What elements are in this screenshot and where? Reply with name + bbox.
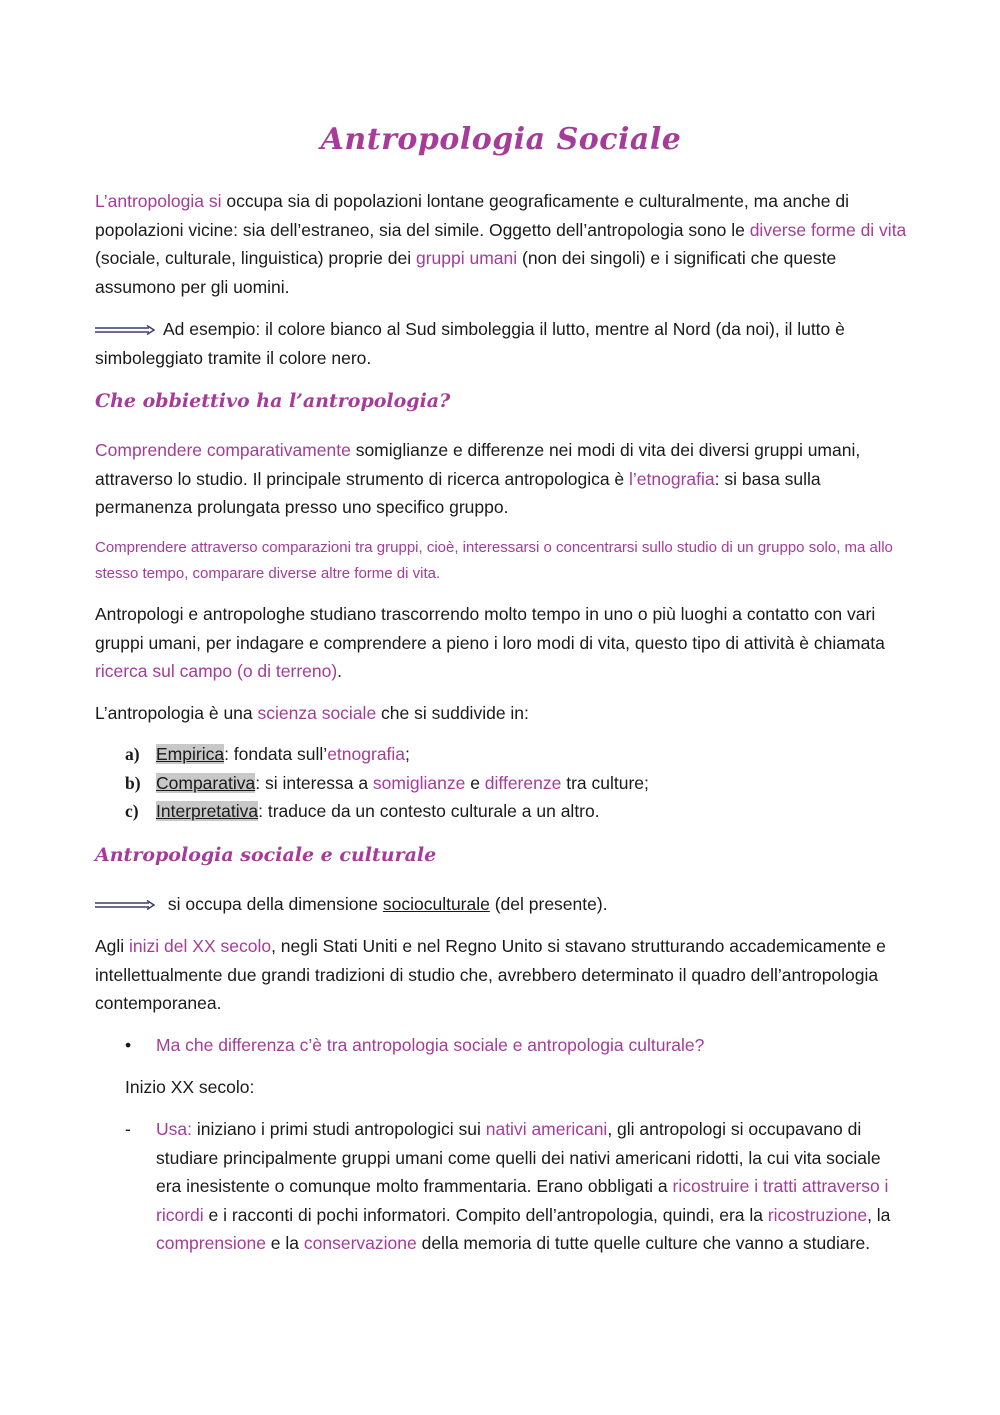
usa-item (125, 1115, 905, 1287)
comparison-note: Comprendere attraverso comparazioni tra gruppi, cioè, interessarsi o concentrarsi sullo studio di un gruppo solo, ma allo stesso tempo, comparare diverse altre forme di vita. (95, 539, 893, 582)
science-text-1: L’antropologia è una (95, 703, 258, 723)
list-item (125, 740, 905, 769)
double-arrow-icon (95, 900, 155, 910)
usa-text-part: , gli antropologi si occupavano di studiare principalmente gruppi umani come quelli dei nativi americani ridotti, la cui vita sociale era inesistente o comunque molto frammentaria. Erano obbligati a (156, 1119, 881, 1196)
list-text: tra culture; (561, 772, 649, 793)
usa-text-part: , la (867, 1204, 891, 1225)
usa-text-part: della memoria di tutte quelle culture che vanno a studiare. (416, 1233, 871, 1253)
list-item (125, 769, 905, 798)
history-highlight: inizi del XX secolo (129, 936, 272, 956)
list-highlight: etnografia (327, 744, 406, 764)
list-marker: c) (125, 801, 139, 821)
usa-text-part: e i racconti di pochi informatori. Compito dell’antropologia, quindi, era la (203, 1204, 768, 1225)
socio-text-2: (del presente). (489, 894, 608, 914)
goal-highlight-1: Comprendere comparativamente (95, 440, 351, 460)
science-paragraph (95, 699, 907, 728)
list-term: Empirica (156, 744, 225, 764)
list-term: Comparativa (156, 772, 256, 793)
list-text: : si interessa a (255, 772, 373, 793)
intro-highlight-2: diverse forme di vita (749, 219, 907, 240)
history-text-1: Agli (95, 936, 130, 956)
usa-highlight: ricostruire i tratti attraverso i ricordi (156, 1176, 889, 1225)
page-title: Antropologia Sociale (320, 122, 682, 157)
goal-highlight-2: l’etnografia (629, 468, 715, 489)
intro-paragraph (95, 187, 907, 301)
example-text: Ad esempio: il colore bianco al Sud simboleggia il lutto, mentre al Nord (da noi), il lutto è simboleggiato tramite il colore nero. (95, 319, 845, 368)
section-heading-social-cultural: Antropologia sociale e culturale (95, 844, 437, 866)
intro-highlight-3: gruppi umani (415, 248, 518, 268)
section-heading-goal: Che obbiettivo ha l’antropologia? (95, 390, 451, 412)
field-text-2: . (337, 661, 343, 681)
socio-text-1: si occupa della dimensione (163, 894, 383, 914)
goal-paragraph (95, 436, 907, 522)
socio-underlined: socioculturale (382, 894, 490, 914)
example-paragraph (95, 315, 907, 372)
usa-highlight: comprensione (156, 1233, 266, 1253)
dash-marker: - (125, 1119, 131, 1139)
science-highlight: scienza sociale (257, 703, 377, 723)
intro-text-1: occupa sia di popolazioni lontane geograficamente e culturalmente, ma anche di popolazioni vicine: sia dell’estraneo, sia del simile. Oggetto dell’antropologia sono le (95, 191, 849, 240)
history-text-2: , negli Stati Uniti e nel Regno Unito si stavano strutturando accademicamente e intellettualmente due grandi tradizioni di studio che, avrebbero determinato il quadro dell’antropologia contemporanea. (95, 936, 886, 1013)
science-text-2: che si suddivide in: (376, 703, 529, 723)
bullet-dot-icon: • (125, 1035, 132, 1055)
intro-text-2: (sociale, culturale, linguistica) proprie dei (95, 248, 416, 268)
socio-paragraph (95, 890, 907, 919)
double-arrow-icon (95, 325, 155, 335)
usa-highlight: conservazione (303, 1233, 417, 1253)
field-research-paragraph (95, 600, 907, 686)
list-marker: b) (125, 772, 141, 793)
usa-highlight: nativi americani (485, 1119, 608, 1139)
list-highlight: differenze (484, 772, 562, 793)
list-item (125, 797, 905, 826)
usa-text-part: iniziano i primi studi antropologici sui (191, 1119, 486, 1139)
question-bullet (125, 1031, 704, 1060)
branches-list (125, 740, 905, 826)
list-highlight: somiglianze (372, 772, 466, 793)
intro-highlight-1: L’antropologia si (95, 191, 222, 211)
usa-highlight: ricostruzione (767, 1204, 868, 1225)
goal-text-1: somiglianze e differenze nei modi di vita dei diversi gruppi umani, attraverso lo studio. Il principale strumento di ricerca antropologica è (95, 440, 861, 489)
list-term: Interpretativa (156, 801, 259, 821)
usa-text-part: e la (265, 1233, 304, 1253)
list-text: e (465, 772, 485, 793)
question-text: Ma che differenza c’è tra antropologia sociale e antropologia culturale? (156, 1035, 705, 1055)
list-text: : traduce da un contesto culturale a un altro. (258, 801, 600, 821)
field-highlight: ricerca sul campo (o di terreno) (95, 661, 338, 681)
usa-text (156, 1115, 908, 1258)
list-text: ; (405, 744, 410, 764)
list-text: : fondata sull’ (224, 744, 328, 764)
goal-text-2: : si basa sulla permanenza prolungata presso uno specifico gruppo. (95, 468, 821, 517)
field-text-1: Antropologi e antropologhe studiano trascorrendo molto tempo in uno o più luoghi a contatto con vari gruppi umani, per indagare e comprendere a pieno i loro modi di vita, questo tipo di attività è chiamata (95, 604, 885, 653)
list-marker: a) (125, 744, 140, 764)
usa-label: Usa: (156, 1119, 192, 1139)
century-label: Inizio XX secolo: (125, 1077, 255, 1097)
history-paragraph (95, 932, 907, 1018)
intro-text-3: (non dei singoli) e i significati che queste assumono per gli uomini. (95, 248, 837, 297)
